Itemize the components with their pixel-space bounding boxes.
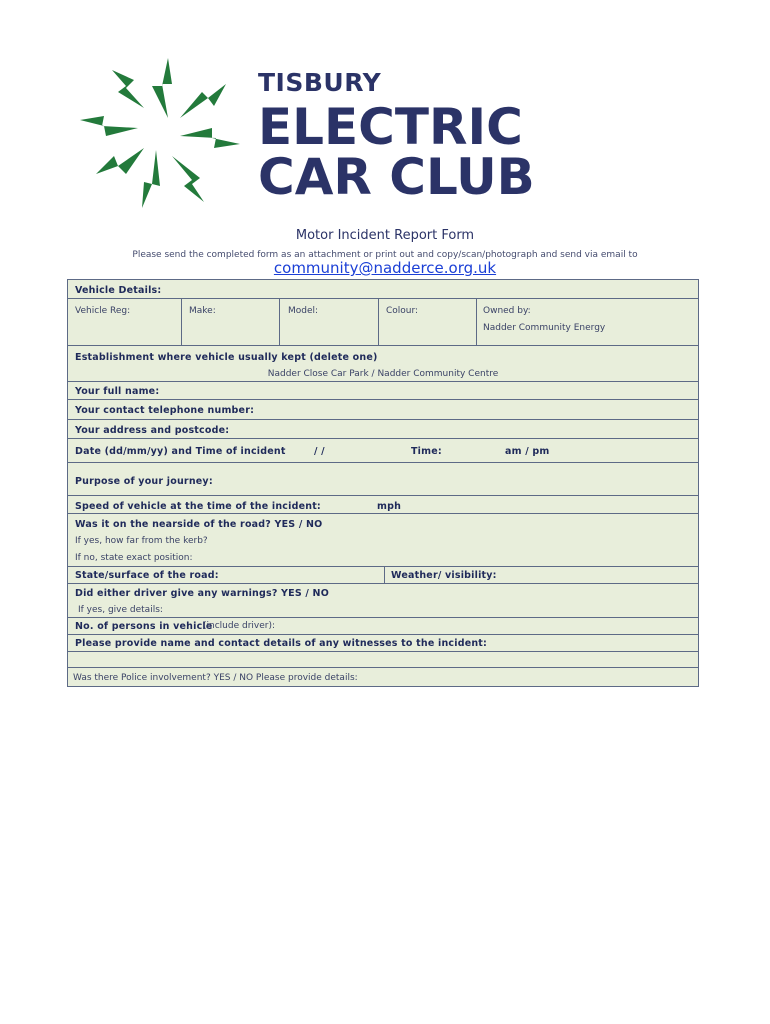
divider bbox=[476, 299, 477, 345]
surface-label[interactable]: State/surface of the road: bbox=[75, 570, 219, 581]
logo-lightning-icon bbox=[76, 56, 242, 212]
warnings-row bbox=[68, 584, 698, 618]
owned-by-label: Owned by: bbox=[483, 306, 531, 316]
witnesses-row bbox=[68, 635, 698, 652]
address-label: Your address and postcode: bbox=[75, 425, 230, 436]
persons-row[interactable] bbox=[68, 618, 698, 635]
persons-label: No. of persons in vehicle bbox=[75, 621, 213, 632]
weather-label[interactable]: Weather/ visibility: bbox=[391, 570, 497, 581]
date-separators: / / bbox=[314, 446, 325, 457]
persons-note: (include driver): bbox=[203, 621, 275, 631]
colour-field[interactable]: Colour: bbox=[386, 306, 419, 316]
brand-line-3: CAR CLUB bbox=[258, 148, 535, 206]
divider bbox=[181, 299, 182, 345]
brand-line-1: TISBURY bbox=[258, 68, 382, 97]
email-link[interactable]: community@nadderce.org.uk bbox=[273, 259, 497, 277]
establishment-label: Establishment where vehicle usually kept (delete one) bbox=[75, 352, 378, 363]
vehicle-reg-field[interactable]: Vehicle Reg: bbox=[75, 306, 131, 316]
phone-row[interactable] bbox=[68, 400, 698, 420]
vehicle-details-label: Vehicle Details: bbox=[75, 285, 162, 296]
vehicle-details-row bbox=[68, 280, 698, 299]
witnesses-label: Please provide name and contact details of any witnesses to the incident: bbox=[75, 638, 488, 649]
position-label: If no, state exact position: bbox=[75, 553, 193, 563]
establishment-row bbox=[68, 346, 698, 382]
mph-label: mph bbox=[377, 501, 402, 512]
time-label: Time: bbox=[411, 446, 442, 457]
purpose-row[interactable] bbox=[68, 463, 698, 496]
police-label: Was there Police involvement? YES / NO Please provide details: bbox=[73, 673, 358, 683]
brand-line-2: ELECTRIC bbox=[258, 98, 523, 156]
model-field[interactable]: Model: bbox=[288, 306, 319, 316]
divider bbox=[279, 299, 280, 345]
form-title: Motor Incident Report Form bbox=[295, 228, 475, 243]
kerb-label: If yes, how far from the kerb? bbox=[75, 536, 208, 546]
address-row[interactable] bbox=[68, 420, 698, 439]
date-label: Date (dd/mm/yy) and Time of incident bbox=[75, 446, 286, 457]
brand-wordmark bbox=[258, 68, 535, 204]
phone-label: Your contact telephone number: bbox=[75, 405, 255, 416]
make-field[interactable]: Make: bbox=[189, 306, 216, 316]
divider bbox=[384, 566, 385, 583]
purpose-label: Purpose of your journey: bbox=[75, 476, 213, 487]
nearside-label[interactable]: Was it on the nearside of the road? YES / NO bbox=[75, 519, 323, 530]
give-details-label: If yes, give details: bbox=[78, 605, 163, 615]
nearside-row bbox=[68, 514, 698, 567]
warnings-label[interactable]: Did either driver give any warnings? YES / NO bbox=[75, 588, 329, 599]
full-name-label: Your full name: bbox=[75, 386, 160, 397]
police-row[interactable] bbox=[68, 668, 698, 686]
divider bbox=[378, 299, 379, 345]
speed-label: Speed of vehicle at the time of the incident: bbox=[75, 501, 321, 512]
date-row[interactable] bbox=[68, 439, 698, 463]
ampm-label[interactable]: am / pm bbox=[505, 446, 550, 457]
incident-form bbox=[67, 279, 699, 687]
vehicle-fields-row bbox=[68, 299, 698, 346]
instructions: Please send the completed form as an attachment or print out and copy/scan/photograph and send via email to bbox=[132, 250, 638, 260]
speed-row[interactable] bbox=[68, 496, 698, 514]
establishment-options[interactable]: Nadder Close Car Park / Nadder Community Centre bbox=[267, 369, 499, 379]
road-weather-row bbox=[68, 567, 698, 584]
full-name-row[interactable] bbox=[68, 382, 698, 400]
witnesses-input-row[interactable] bbox=[68, 652, 698, 668]
owner-value: Nadder Community Energy bbox=[483, 323, 606, 333]
